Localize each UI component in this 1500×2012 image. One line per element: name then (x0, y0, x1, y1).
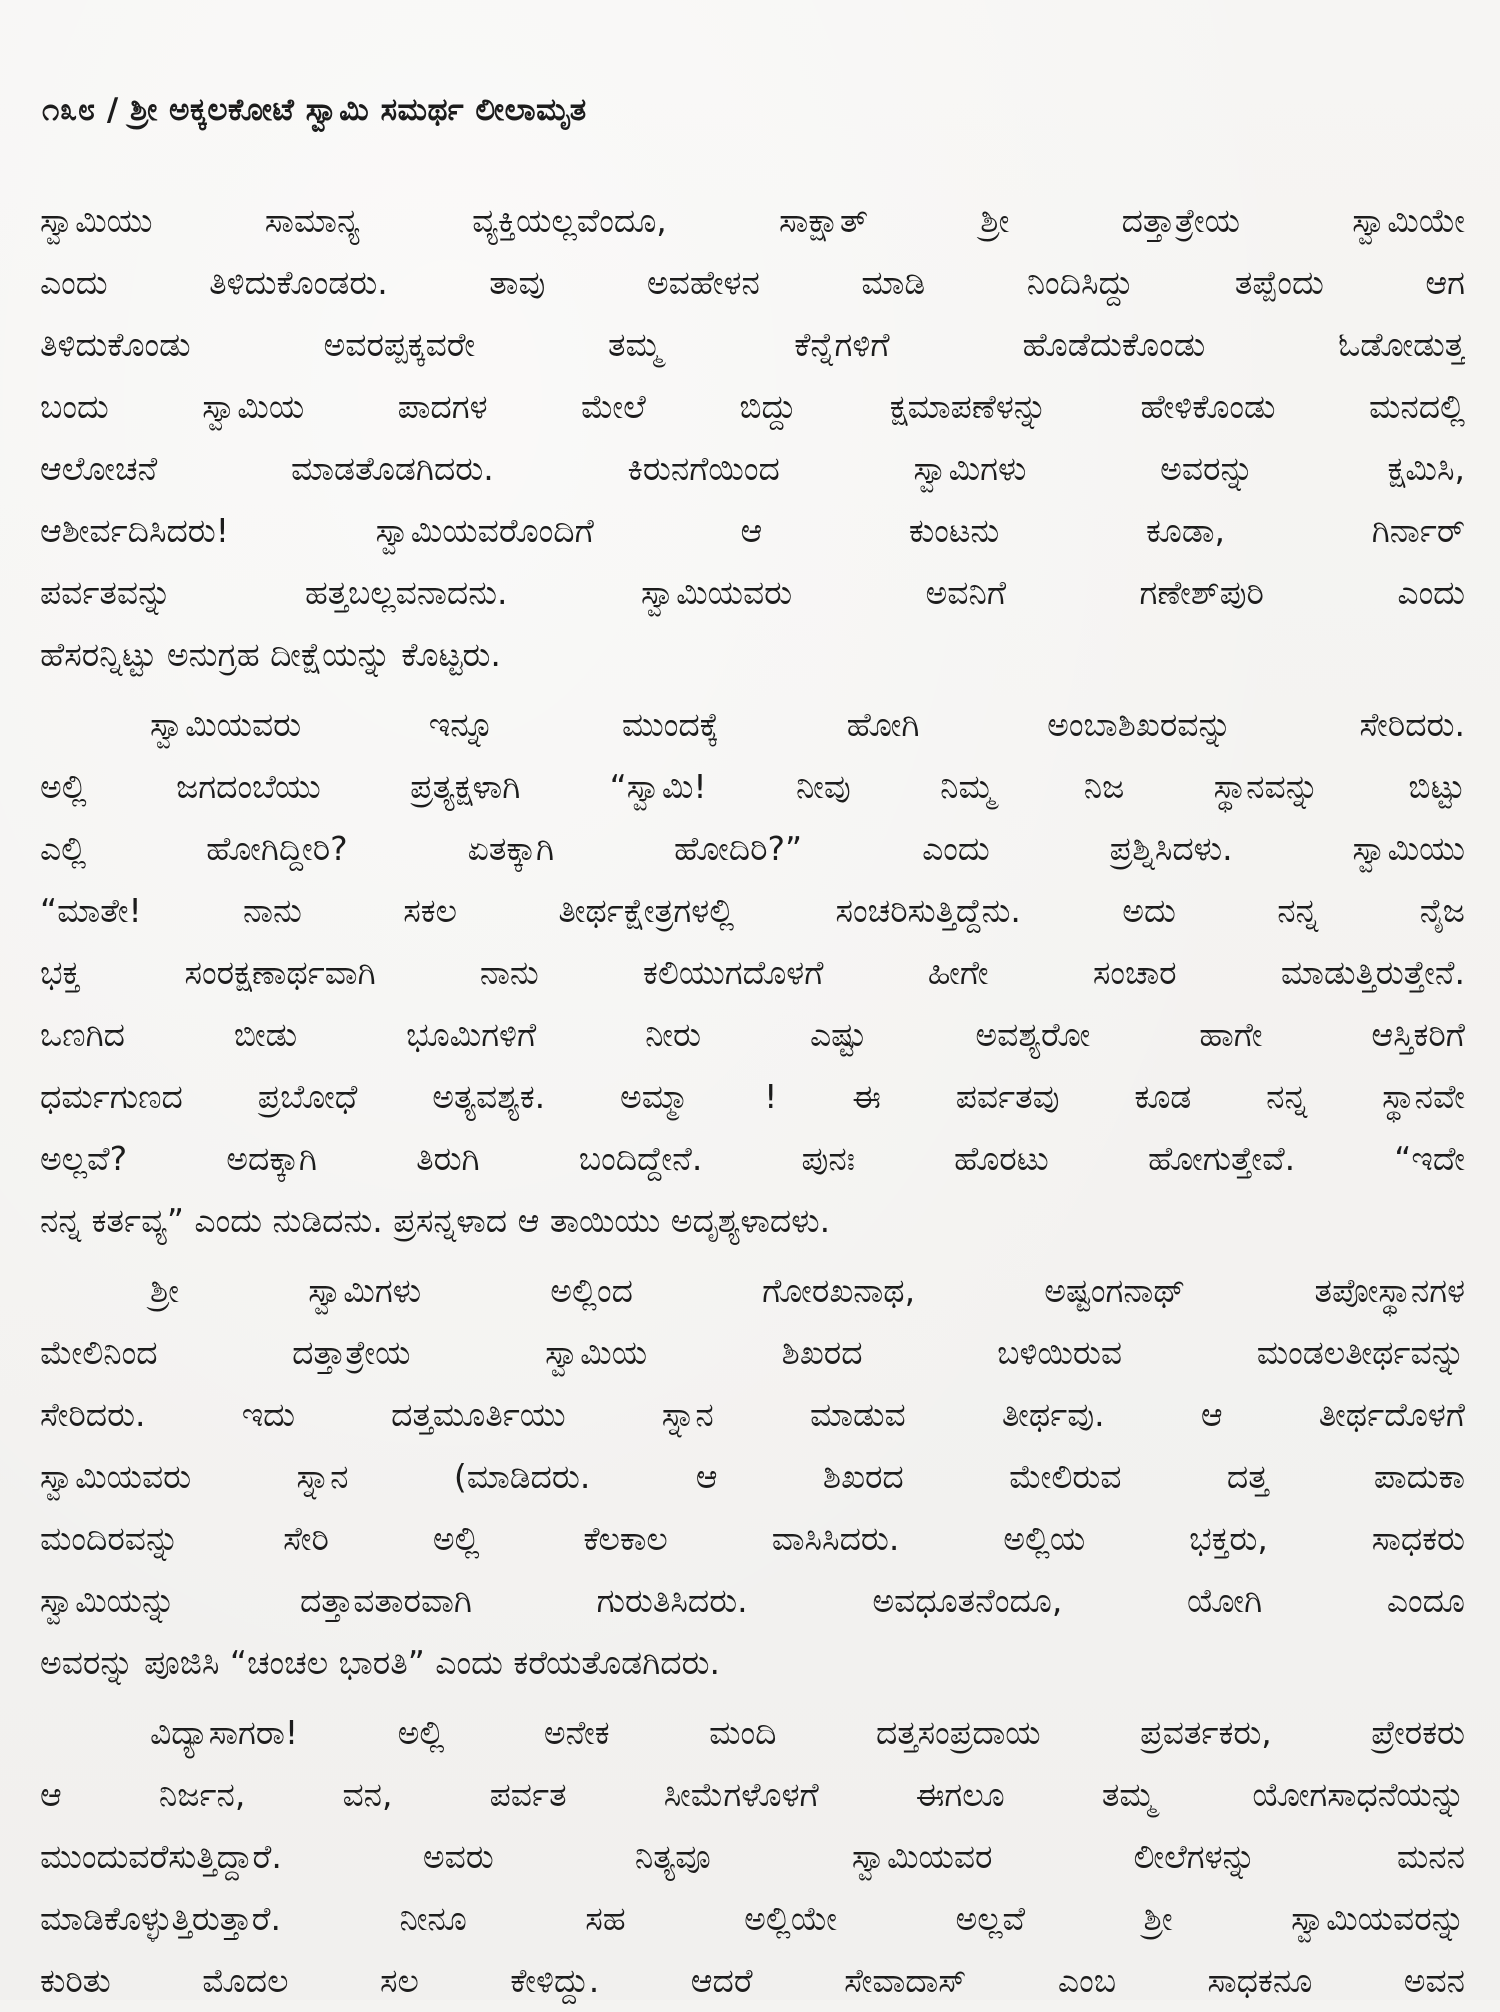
paragraph-2 (40, 694, 1465, 1252)
text-line: ಅವರನ್ನು ಪೂಜಿಸಿ “ಚಂಚಲ ಭಾರತಿ” ಎಂದು ಕರೆಯತೊಡಗಿದರು. (40, 1643, 721, 1682)
text-line: ಸೇರಿದರು. ಇದು ದತ್ತಮೂರ್ತಿಯು ಸ್ನಾನ ಮಾಡುವ ತೀರ್ಥವು. ಆ ತೀರ್ಥದೊಳಗೆ (40, 1395, 1465, 1434)
text-line: ತಿಳಿದುಕೊಂಡು ಅವರಪ್ಪಕ್ಕವರೇ ತಮ್ಮ ಕೆನ್ನೆಗಳಿಗೆ ಹೊಡೆದುಕೊಂಡು ಓಡೋಡುತ್ತ (40, 325, 1465, 364)
text-line: ಅಲ್ಲಿ ಜಗದಂಬೆಯು ಪ್ರತ್ಯಕ್ಷಳಾಗಿ “ಸ್ವಾಮಿ! ನೀವು ನಿಮ್ಮ ನಿಜ ಸ್ಥಾನವನ್ನು ಬಿಟ್ಟು (40, 767, 1465, 806)
text-line: ಎಂದು ತಿಳಿದುಕೊಂಡರು. ತಾವು ಅವಹೇಳನ ಮಾಡಿ ನಿಂದಿಸಿದ್ದು ತಪ್ಪೆಂದು ಆಗ (40, 263, 1465, 302)
text-line: ಮಂದಿರವನ್ನು ಸೇರಿ ಅಲ್ಲಿ ಕೆಲಕಾಲ ವಾಸಿಸಿದರು. ಅಲ್ಲಿಯ ಭಕ್ತರು, ಸಾಧಕರು (40, 1519, 1465, 1558)
text-line: ಬಂದು ಸ್ವಾಮಿಯ ಪಾದಗಳ ಮೇಲೆ ಬಿದ್ದು ಕ್ಷಮಾಪಣೆಳನ್ನು ಹೇಳಿಕೊಂಡು ಮನದಲ್ಲಿ (40, 387, 1465, 426)
text-line: ಸ್ವಾಮಿಯವರು ಸ್ನಾನ (ಮಾಡಿದರು. ಆ ಶಿಖರದ ಮೇಲಿರುವ ದತ್ತ ಪಾದುಕಾ (40, 1457, 1465, 1496)
text-line: “ಮಾತೇ! ನಾನು ಸಕಲ ತೀರ್ಥಕ್ಷೇತ್ರಗಳಲ್ಲಿ ಸಂಚರಿಸುತ್ತಿದ್ದೆನು. ಅದು ನನ್ನ ನೈಜ (40, 891, 1465, 930)
text-line: ಮಾಡಿಕೊಳ್ಳುತ್ತಿರುತ್ತಾರೆ. ನೀನೂ ಸಹ ಅಲ್ಲಿಯೇ ಅಲ್ಲವೆ ಶ್ರೀ ಸ್ವಾಮಿಯವರನ್ನು (40, 1899, 1465, 1938)
body-text (40, 190, 1465, 2012)
paragraph-1 (40, 190, 1465, 686)
text-line: ಸ್ವಾಮಿಯು ಸಾಮಾನ್ಯ ವ್ಯಕ್ತಿಯಲ್ಲವೆಂದೂ, ಸಾಕ್ಷಾತ್ ಶ್ರೀ ದತ್ತಾತ್ರೇಯ ಸ್ವಾಮಿಯೇ (40, 201, 1465, 240)
text-line: ಮೇಲಿನಿಂದ ದತ್ತಾತ್ರೇಯ ಸ್ವಾಮಿಯ ಶಿಖರದ ಬಳಿಯಿರುವ ಮಂಡಲತೀರ್ಥವನ್ನು (40, 1333, 1465, 1372)
text-line: ಸ್ವಾಮಿಯನ್ನು ದತ್ತಾವತಾರವಾಗಿ ಗುರುತಿಸಿದರು. ಅವಧೂತನೆಂದೂ, ಯೋಗಿ ಎಂದೂ (40, 1581, 1465, 1620)
text-line: ಆಶೀರ್ವದಿಸಿದರು! ಸ್ವಾಮಿಯವರೊಂದಿಗೆ ಆ ಕುಂಟನು ಕೂಡಾ, ಗಿರ್ನಾರ್ (40, 511, 1465, 550)
text-line: ಭಕ್ತ ಸಂರಕ್ಷಣಾರ್ಥವಾಗಿ ನಾನು ಕಲಿಯುಗದೊಳಗೆ ಹೀಗೇ ಸಂಚಾರ ಮಾಡುತ್ತಿರುತ್ತೇನೆ. (40, 953, 1465, 992)
text-line: ನನ್ನ ಕರ್ತವ್ಯ” ಎಂದು ನುಡಿದನು. ಪ್ರಸನ್ನಳಾದ ಆ ತಾಯಿಯು ಅದೃಶ್ಯಳಾದಳು. (40, 1201, 831, 1240)
text-line: ಆ ನಿರ್ಜನ, ವನ, ಪರ್ವತ ಸೀಮೆಗಳೊಳಗೆ ಈಗಲೂ ತಮ್ಮ ಯೋಗಸಾಧನೆಯನ್ನು (40, 1775, 1465, 1814)
running-head: ೧೩೮ / ಶ್ರೀ ಅಕ್ಕಲಕೋಟೆ ಸ್ವಾಮಿ ಸಮರ್ಥ ಲೀಲಾಮೃತ (42, 92, 587, 128)
text-line: ಮುಂದುವರೆಸುತ್ತಿದ್ದಾರೆ. ಅವರು ನಿತ್ಯವೂ ಸ್ವಾಮಿಯವರ ಲೀಲೆಗಳನ್ನು ಮನನ (40, 1837, 1465, 1876)
text-line: ಆಲೋಚನೆ ಮಾಡತೊಡಗಿದರು. ಕಿರುನಗೆಯಿಂದ ಸ್ವಾಮಿಗಳು ಅವರನ್ನು ಕ್ಷಮಿಸಿ, (40, 449, 1465, 488)
text-line: ಪರ್ವತವನ್ನು ಹತ್ತಬಲ್ಲವನಾದನು. ಸ್ವಾಮಿಯವರು ಅವನಿಗೆ ಗಣೇಶ್‌ಪುರಿ ಎಂದು (40, 573, 1465, 612)
text-line: ಹೆಸರನ್ನಿಟ್ಟು ಅನುಗ್ರಹ ದೀಕ್ಷೆಯನ್ನು ಕೊಟ್ಟರು. (40, 635, 501, 674)
text-line: ಸ್ವಾಮಿಯವರು ಇನ್ನೂ ಮುಂದಕ್ಕೆ ಹೋಗಿ ಅಂಬಾಶಿಖರವನ್ನು ಸೇರಿದರು. (150, 705, 1465, 744)
text-line: ಶ್ರೀ ಸ್ವಾಮಿಗಳು ಅಲ್ಲಿಂದ ಗೋರಖನಾಥ, ಅಷ್ಟಂಗನಾಥ್ ತಪೋಸ್ಥಾನಗಳ (150, 1271, 1465, 1310)
text-line: ಧರ್ಮಗುಣದ ಪ್ರಬೋಧೆ ಅತ್ಯವಶ್ಯಕ. ಅಮ್ಮಾ ! ಈ ಪರ್ವತವು ಕೂಡ ನನ್ನ ಸ್ಥಾನವೇ (40, 1077, 1465, 1116)
text-line: ಎಲ್ಲಿ ಹೋಗಿದ್ದೀರಿ? ಏತಕ್ಕಾಗಿ ಹೋದಿರಿ?” ಎಂದು ಪ್ರಶ್ನಿಸಿದಳು. ಸ್ವಾಮಿಯು (40, 829, 1465, 868)
text-line: ಕುರಿತು ಮೊದಲ ಸಲ ಕೇಳಿದ್ದು. ಆದರೆ ಸೇವಾದಾಸ್ ಎಂಬ ಸಾಧಕನೂ ಅವನ (40, 1961, 1465, 2000)
text-line: ವಿದ್ಯಾಸಾಗರಾ! ಅಲ್ಲಿ ಅನೇಕ ಮಂದಿ ದತ್ತಸಂಪ್ರದಾಯ ಪ್ರವರ್ತಕರು, ಪ್ರೇರಕರು (150, 1713, 1465, 1752)
paragraph-4 (40, 1702, 1465, 2012)
paragraph-3 (40, 1260, 1465, 1694)
text-line: ಒಣಗಿದ ಬೀಡು ಭೂಮಿಗಳಿಗೆ ನೀರು ಎಷ್ಟು ಅವಶ್ಯರೋ ಹಾಗೇ ಆಸ್ತಿಕರಿಗೆ (40, 1015, 1465, 1054)
text-line: ಅಲ್ಲವೆ? ಅದಕ್ಕಾಗಿ ತಿರುಗಿ ಬಂದಿದ್ದೇನೆ. ಪುನಃ ಹೊರಟು ಹೋಗುತ್ತೇವೆ. “ಇದೇ (40, 1139, 1465, 1178)
